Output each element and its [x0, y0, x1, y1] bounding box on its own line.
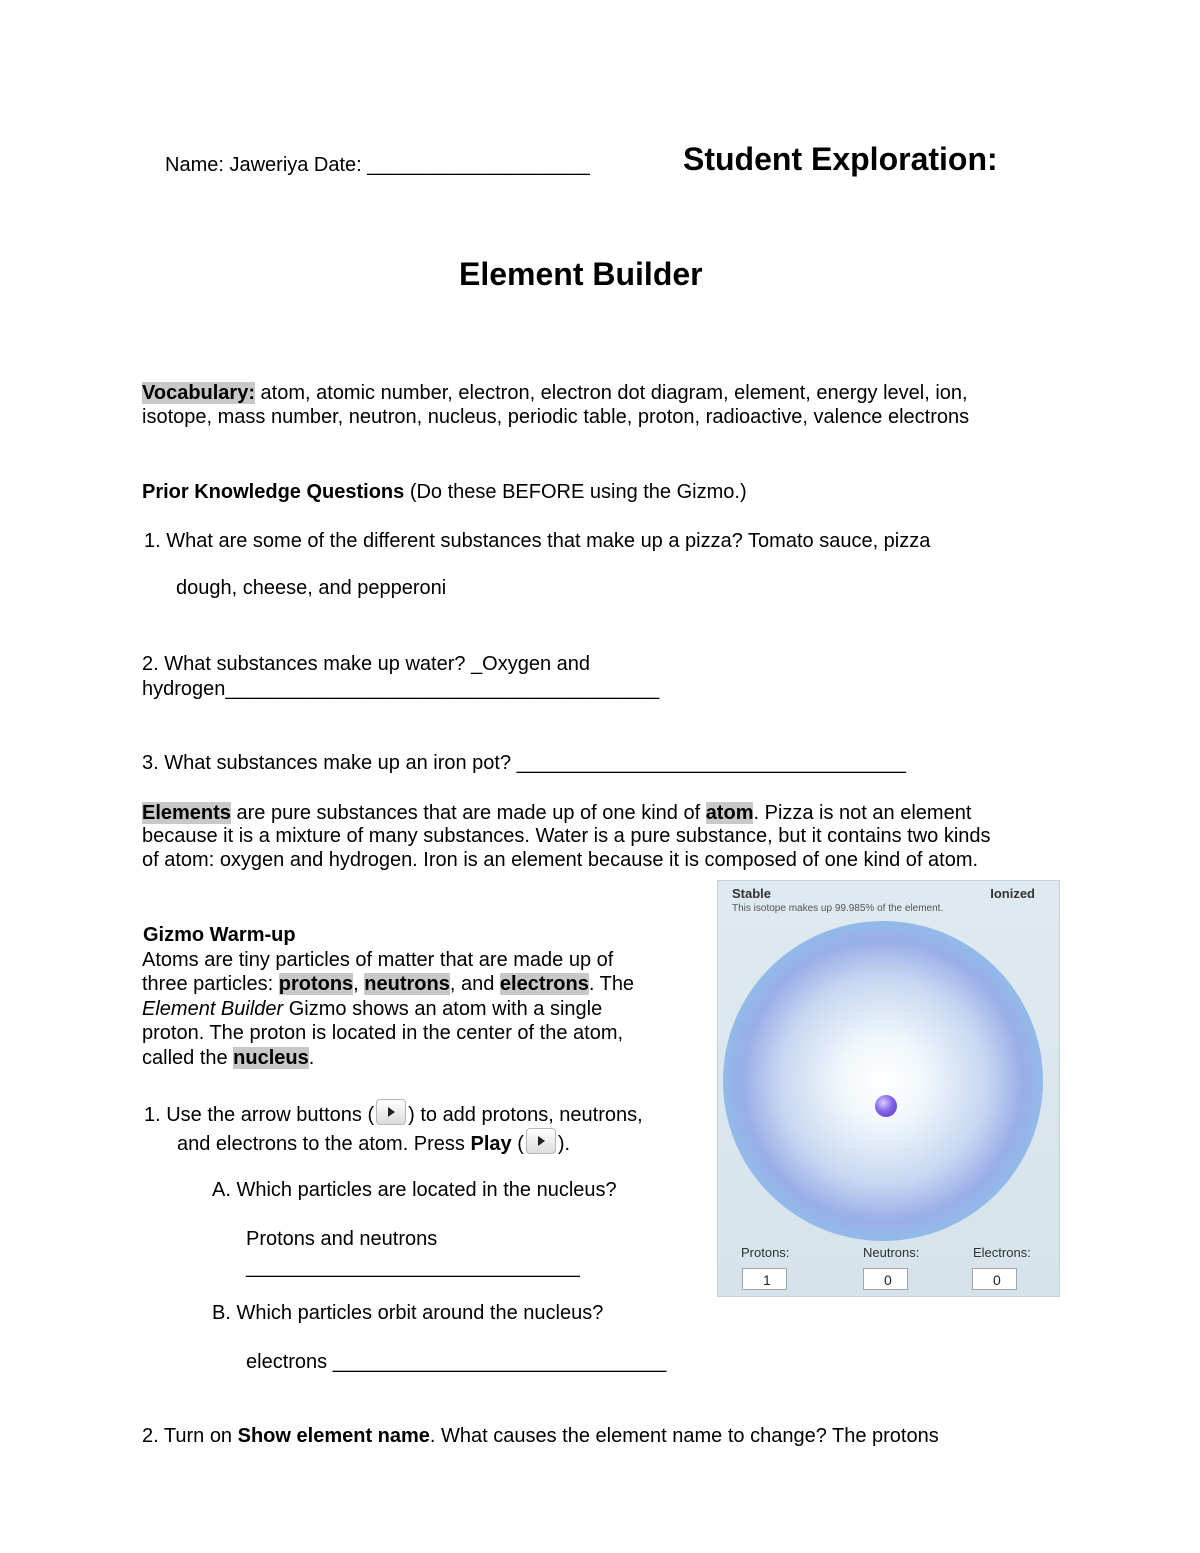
prior-answer-2: hydrogen_______________________________________	[142, 678, 660, 700]
name-date-line: Name: Jaweriya Date: ____________________	[165, 154, 590, 176]
prior-question-1: 1. What are some of the different substances that make up a pizza? Tomato sauce, pizza	[144, 530, 931, 552]
title-part1: Student Exploration:	[683, 141, 998, 177]
warmup-line1: Atoms are tiny particles of matter that are made up of	[142, 949, 614, 971]
proton-nucleus	[875, 1095, 897, 1117]
prior-question-3: 3. What substances make up an iron pot? ___________________________________	[142, 752, 906, 774]
isotope-note: This isotope makes up 99.985% of the element.	[732, 903, 944, 914]
answer-b: electrons ______________________________	[246, 1351, 667, 1373]
prior-heading: Prior Knowledge Questions (Do these BEFORE using the Gizmo.)	[142, 481, 747, 503]
warmup-line3: Element Builder Gizmo shows an atom with a single	[142, 998, 603, 1020]
prior-answer-1: dough, cheese, and pepperoni	[176, 577, 447, 599]
atom-electron-cloud	[723, 921, 1043, 1241]
arrow-button-icon	[376, 1099, 406, 1125]
warmup-heading: Gizmo Warm-up	[143, 924, 296, 946]
vocabulary-line1: Vocabulary: atom, atomic number, electron, electron dot diagram, element, energy level, ion,	[142, 382, 968, 404]
play-button-icon	[526, 1128, 556, 1154]
ionized-label: Ionized	[990, 886, 1035, 901]
warmup-question-2: 2. Turn on Show element name. What causes the element name to change? The protons	[142, 1425, 939, 1447]
warmup-question-1-line2: and electrons to the atom. Press Play ( ).	[177, 1128, 570, 1156]
protons-count: 1	[742, 1268, 787, 1290]
prior-question-2: 2. What substances make up water? _Oxygen and	[142, 653, 591, 675]
page-title: Element Builder	[459, 256, 703, 292]
question-b: B. Which particles orbit around the nucleus?	[212, 1302, 604, 1324]
warmup-line4: proton. The proton is located in the center of the atom,	[142, 1022, 624, 1044]
elements-para-line3: of atom: oxygen and hydrogen. Iron is an element because it is composed of one kind of atom.	[142, 849, 979, 871]
vocabulary-label: Vocabulary:	[142, 382, 255, 404]
electrons-count: 0	[972, 1268, 1017, 1290]
electrons-label: Electrons:	[973, 1245, 1031, 1260]
neutrons-count: 0	[863, 1268, 908, 1290]
elements-para-line1: Elements are pure substances that are made up of one kind of atom. Pizza is not an element	[142, 802, 972, 824]
vocabulary-line2: isotope, mass number, neutron, nucleus, periodic table, proton, radioactive, valence electrons	[142, 406, 970, 428]
warmup-question-1: 1. Use the arrow buttons ( ) to add protons, neutrons,	[144, 1099, 643, 1127]
answer-a: Protons and neutrons	[246, 1228, 438, 1250]
neutrons-label: Neutrons:	[863, 1245, 920, 1260]
stable-label: Stable	[732, 886, 772, 901]
answer-a-line: ______________________________	[246, 1256, 580, 1278]
protons-label: Protons:	[741, 1245, 790, 1260]
warmup-line2: three particles: protons, neutrons, and electrons. The	[142, 973, 635, 995]
elements-para-line2: because it is a mixture of many substances. Water is a pure substance, but it contains two kinds	[142, 825, 991, 847]
warmup-line5: called the nucleus.	[142, 1047, 315, 1069]
gizmo-atom-screenshot	[717, 880, 1060, 1297]
question-a: A. Which particles are located in the nucleus?	[212, 1179, 617, 1201]
